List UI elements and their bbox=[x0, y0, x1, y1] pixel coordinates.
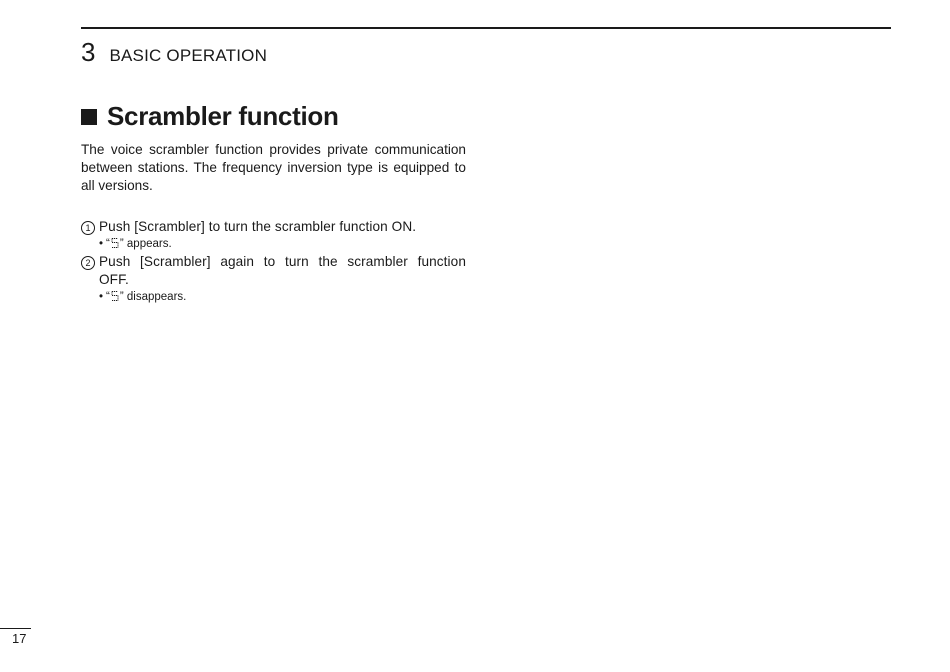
scrambler-indicator-icon bbox=[111, 290, 119, 302]
step-note bbox=[99, 236, 466, 252]
section-title: Scrambler function bbox=[107, 100, 339, 131]
step-item bbox=[81, 253, 466, 305]
bullet: • bbox=[99, 291, 104, 303]
bullet: • bbox=[99, 238, 104, 250]
section-heading bbox=[81, 98, 339, 134]
chapter-heading bbox=[81, 36, 267, 68]
square-bullet-icon bbox=[81, 109, 97, 125]
chapter-title: BASIC OPERATION bbox=[109, 46, 268, 65]
footer-rule bbox=[0, 628, 31, 629]
note-text: ” appears. bbox=[119, 238, 172, 250]
open-quote: “ bbox=[106, 291, 110, 303]
open-quote: “ bbox=[106, 238, 110, 250]
step-text: Push [Scrambler] to turn the scrambler function ON. bbox=[99, 219, 417, 234]
chapter-number: 3 bbox=[81, 37, 96, 67]
circled-number: 1 bbox=[81, 221, 95, 235]
intro-paragraph: The voice scrambler function provides private communication between stations. The frequency inversion type is equipped to all versions. bbox=[81, 142, 466, 193]
step-note bbox=[99, 289, 466, 305]
scrambler-indicator-icon bbox=[111, 237, 119, 249]
note-text: ” disappears. bbox=[119, 291, 187, 303]
circled-number: 2 bbox=[81, 256, 95, 270]
header-rule bbox=[81, 27, 891, 29]
steps-list bbox=[81, 218, 466, 306]
step-item bbox=[81, 218, 466, 252]
step-text: Push [Scrambler] again to turn the scrambler function OFF. bbox=[99, 254, 466, 287]
page-number: 17 bbox=[12, 631, 27, 646]
